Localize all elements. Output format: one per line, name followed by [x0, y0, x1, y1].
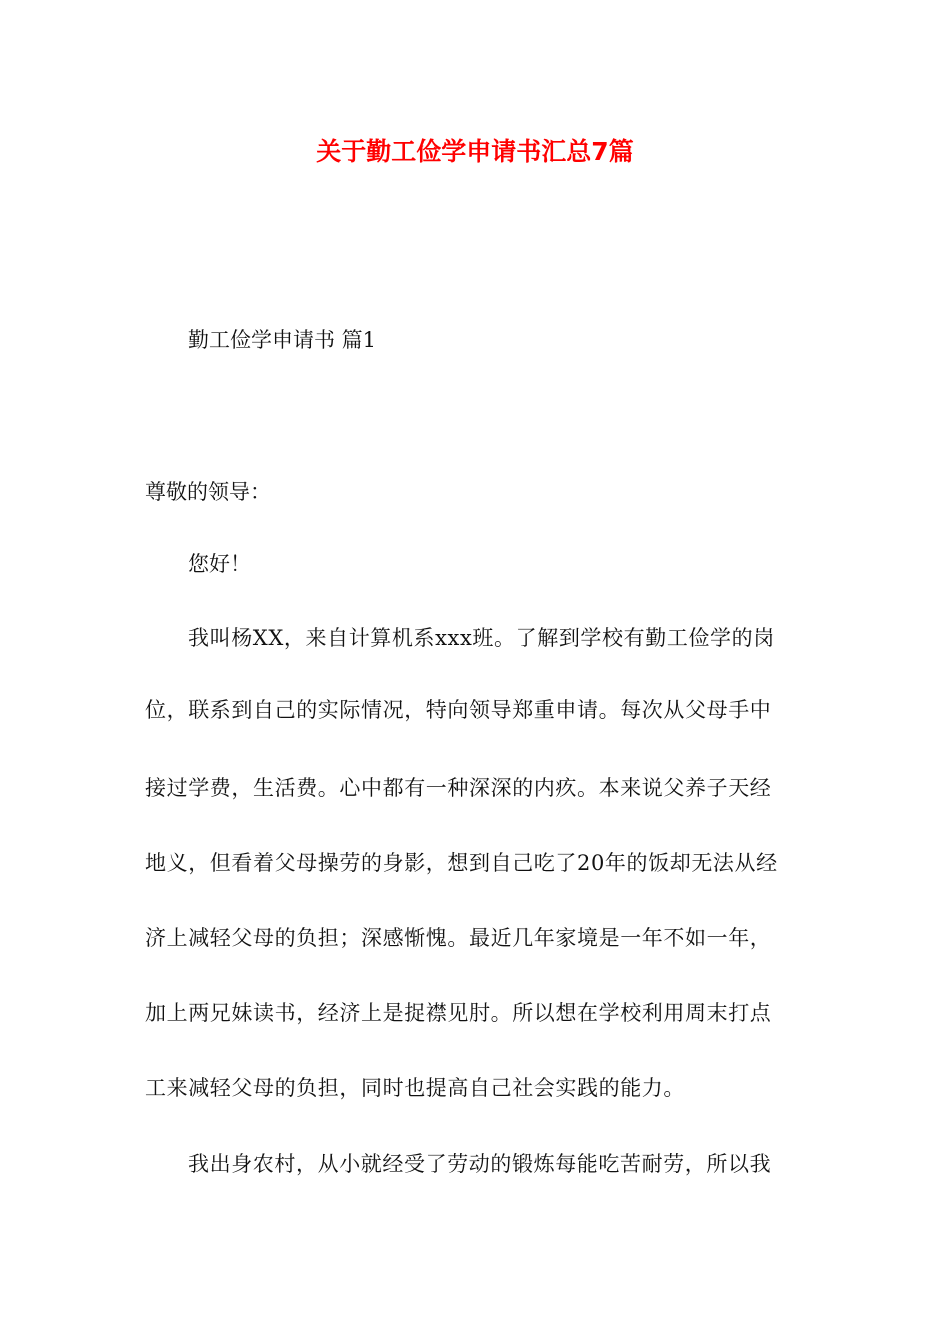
- paragraph-1-line-4: 地义，但看着父母操劳的身影，想到自己吃了20年的饭却无法从经: [145, 851, 778, 875]
- letter-salutation: 尊敬的领导：: [145, 480, 271, 504]
- paragraph-2-line-1: 我出身农村，从小就经受了劳动的锻炼每能吃苦耐劳，所以我: [188, 1152, 772, 1176]
- paragraph-1-line-6: 加上两兄妹读书，经济上是捉襟见肘。所以想在学校利用周末打点: [145, 1001, 772, 1025]
- letter-greeting: 您好！: [188, 552, 251, 576]
- document-title: 关于勤工俭学申请书汇总7篇: [316, 137, 634, 166]
- paragraph-1-line-5: 济上减轻父母的负担；深感惭愧。最近几年家境是一年不如一年，: [145, 926, 772, 950]
- paragraph-1-line-2: 位，联系到自己的实际情况，特向领导郑重申请。每次从父母手中: [145, 698, 772, 722]
- paragraph-1-line-3: 接过学费，生活费。心中都有一种深深的内疚。本来说父养子天经: [145, 776, 772, 800]
- paragraph-1-line-7: 工来减轻父母的负担，同时也提高自己社会实践的能力。: [145, 1076, 685, 1100]
- paragraph-1-line-1: 我叫杨XX，来自计算机系xxx班。了解到学校有勤工俭学的岗: [188, 626, 775, 650]
- section-heading: 勤工俭学申请书 篇1: [188, 328, 377, 352]
